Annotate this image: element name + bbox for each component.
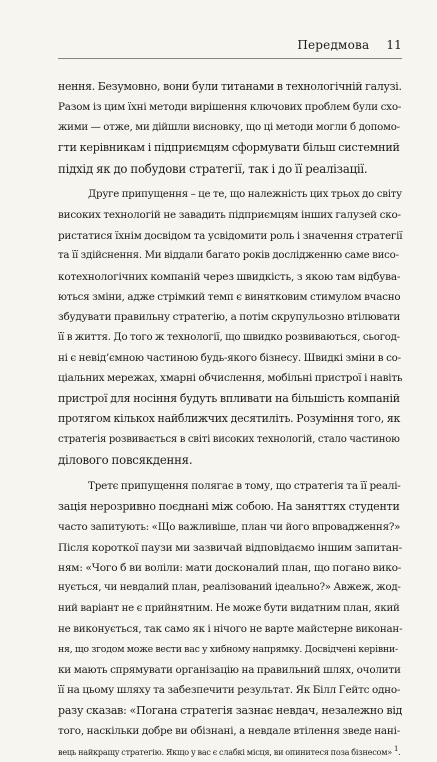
text-line: ристатися їхнім досвідом та усвідомити роль і значення стратегії xyxy=(58,229,403,242)
text-line: того, наскільки добре ви обізнані, а невдале втілення зведе нані- xyxy=(58,725,401,738)
text-line-content: вець найкращу стратегію. Якщо у вас є слабкі місця, ви опинитеся поза бізнесом» xyxy=(58,746,393,757)
paragraph xyxy=(58,476,402,761)
text-line: котехнологічних компаній через швидкість, з якою там відбува- xyxy=(58,270,401,283)
footnote-marker: 1 xyxy=(394,744,399,753)
text-line: ціальних мережах, хмарні обчислення, мобільні пристрої і навіть xyxy=(58,372,403,385)
text-line: жими — отже, ми дійшли висновку, що ці методи могли б допомо- xyxy=(58,121,400,133)
page-number: 11 xyxy=(386,38,402,52)
text-line: гти керівникам і підприємцям сформувати більш системний xyxy=(58,141,400,155)
text-line: ки мають спрямувати організацію на правильний шлях, очолити xyxy=(58,663,401,676)
text-line: ні є невід’ємною частиною будь-якого бізнесу. Швидкі зміни в со- xyxy=(58,352,401,365)
text-line: протягом кількох найближчих десятиліть. Розуміння того, як xyxy=(58,412,401,426)
body-text xyxy=(58,77,402,762)
paragraph xyxy=(58,185,402,470)
text-line: збудувати правильну стратегію, а потім скрупульозно втілювати xyxy=(58,311,401,324)
text-line: нується, чи невдалий план, реалізований ідеально?» Авжеж, жод- xyxy=(58,582,401,594)
paragraph xyxy=(58,77,402,179)
text-line: пристрої для носіння будуть впливати на більшість компаній xyxy=(58,391,400,405)
text-line: вець найкращу стратегію. Якщо у вас є слабкі місця, ви опинитеся поза бізнесом» $^1$. xyxy=(58,744,401,757)
text-line: ня, що згодом може вести вас у хибному напрямку. Досвідчені керівни- xyxy=(58,643,398,655)
text-line: Разом із цим їхні методи вирішення ключових проблем були схо- xyxy=(58,101,402,114)
text-line: ний варіант не є прийнятним. Не може бути видатним план, який xyxy=(58,602,400,614)
text-line: зація нерозривно поєднані між собою. На заняттях студенти xyxy=(58,499,400,513)
text-line: підхід як до побудови стратегії, так і до її реалізації. xyxy=(58,161,368,176)
text-line: Друге припущення – це те, що належність цих трьох до світу xyxy=(88,188,402,200)
running-title: Передмова xyxy=(297,38,370,52)
text-line: ділового повсякдення. xyxy=(58,453,193,468)
header-rule xyxy=(58,58,402,59)
text-line: високих технологій не завадить підприємцям інших галузей ско- xyxy=(58,209,401,222)
running-header xyxy=(58,38,402,54)
text-line: ням: «Чого б ви воліли: мати досконалий план, що погано вико- xyxy=(58,561,402,574)
text-line: її на цьому шляху та забезпечити результат. Як Білл Гейтс одно- xyxy=(58,684,401,697)
text-line: ються зміни, адже стрімкий темп є винятковим стимулом вчасно xyxy=(58,290,401,303)
text-line: разу сказав: «Погана стратегія зазнає невдач, незалежно від xyxy=(58,703,403,717)
text-line: не виконується, так само як і нічого не варте майстерне виконан- xyxy=(58,623,403,636)
text-line: її в життя. До того ж технології, що швидко розвиваються, сьогод- xyxy=(58,331,400,343)
text-line: Третє припущення полягає в тому, що стратегія та її реалі- xyxy=(88,480,401,493)
text-line: Після короткої паузи ми зазвичай відповідаємо іншим запитан- xyxy=(58,541,403,554)
text-line: та її здійснення. Ми віддали багато років дослідженню саме висо- xyxy=(58,250,399,262)
text-line: нення. Безумовно, вони були титанами в технологічній галузі. xyxy=(58,80,402,93)
text-line: стратегія розвивається в світі високих технологій, стало частиною xyxy=(58,433,400,445)
text-line: часто запитують: «Що важливіше, план чи його впровадження?» xyxy=(58,521,401,534)
